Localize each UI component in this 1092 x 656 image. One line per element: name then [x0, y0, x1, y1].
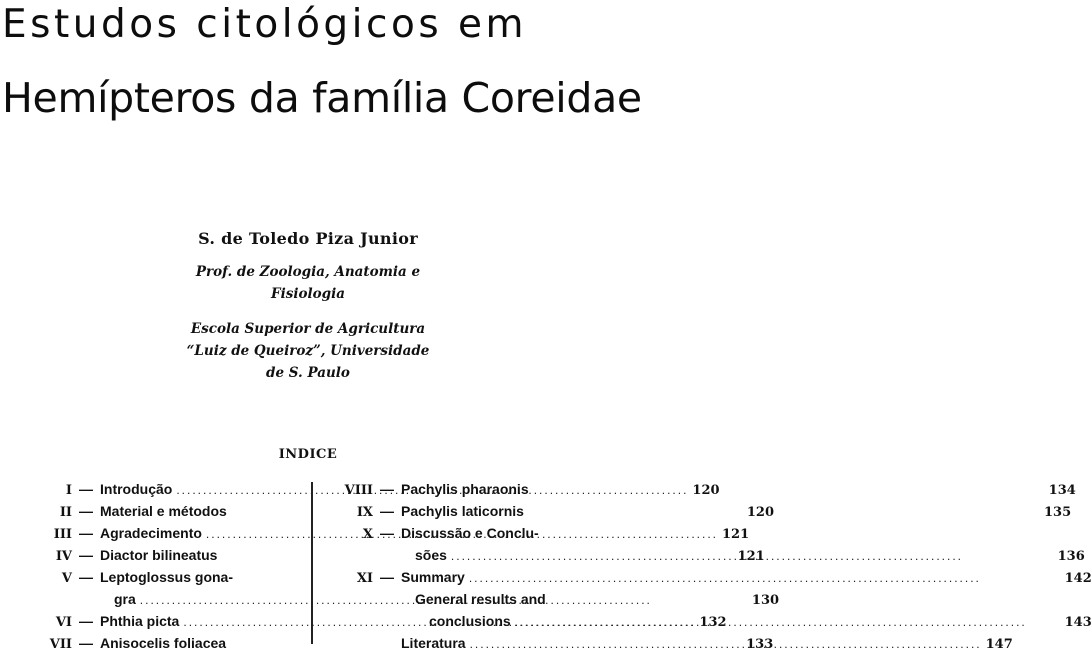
chapter-number: V — [61, 571, 72, 586]
chapter-number: IV — [55, 549, 72, 564]
chapter-number: X — [362, 527, 373, 542]
index-entry-line — [401, 610, 1092, 632]
page-number: 134 — [1048, 483, 1076, 498]
page-number: 147 — [985, 637, 1013, 652]
page-number: 136 — [1057, 549, 1085, 564]
chapter-title: Pachylis pharaonis — [401, 481, 529, 497]
author-position — [0, 261, 616, 305]
em-dash-separator: — — [380, 569, 394, 585]
page-number: 132 — [699, 615, 727, 630]
chapter-title: Anisocelis foliacea — [100, 635, 227, 651]
em-dash-separator: — — [79, 503, 93, 519]
institution-line: “Luiz de Queiroz”, Universidade — [186, 343, 430, 359]
chapter-number: VI — [55, 615, 72, 630]
index-entry-line — [401, 522, 1085, 544]
em-dash-separator: — — [79, 569, 93, 585]
chapter-title: sões — [415, 547, 447, 563]
page-number: 130 — [751, 593, 780, 608]
index-entry-line — [401, 588, 1092, 610]
em-dash-separator: — — [380, 525, 394, 541]
page-number: 142 — [1064, 571, 1092, 586]
chapter-number: VIII — [344, 483, 373, 498]
chapter-title: Summary — [401, 569, 465, 585]
dot-leader — [469, 567, 1061, 589]
page-number: 121 — [721, 527, 750, 542]
index-entry-line — [401, 632, 1013, 654]
author-institution — [0, 318, 616, 384]
chapter-number: I — [65, 483, 72, 498]
chapter-title: Material e métodos — [100, 503, 227, 519]
chapter-title: General results and — [415, 591, 546, 607]
chapter-title: Discussão e Conclu- — [401, 525, 539, 541]
em-dash-separator: — — [79, 481, 93, 497]
chapter-title: Leptoglossus gona- — [100, 569, 233, 585]
dot-leader — [470, 633, 982, 655]
chapter-title: conclusions — [429, 613, 511, 629]
em-dash-separator: — — [380, 503, 394, 519]
position-line: Prof. de Zoologia, Anatomia e — [195, 264, 421, 280]
chapter-title: Phthia picta — [100, 613, 180, 629]
title-line-1: Estudos citológicos em — [2, 2, 528, 47]
author-name: S. de Toledo Piza Junior — [198, 229, 418, 248]
institution-line: Escola Superior de Agricultura — [190, 321, 426, 337]
chapter-title: gra — [114, 591, 136, 607]
page-number: 120 — [692, 483, 720, 498]
index-entry-line — [401, 500, 1071, 522]
chapter-number: III — [53, 527, 72, 542]
title-line-2: Hemípteros da família Coreidae — [2, 74, 642, 122]
column-divider — [311, 482, 313, 644]
chapter-title: Literatura — [401, 635, 466, 651]
em-dash-separator: — — [79, 547, 93, 563]
chapter-title: Diactor bilineatus — [100, 547, 218, 563]
page-number: 120 — [746, 505, 775, 520]
chapter-title: Agradecimento — [100, 525, 202, 541]
dot-leader — [515, 611, 1061, 633]
chapter-number: II — [59, 505, 72, 520]
index-entry-line — [401, 478, 1076, 500]
index-entry-line — [401, 544, 1085, 566]
chapter-number: XI — [356, 571, 373, 586]
em-dash-separator: — — [79, 635, 93, 651]
chapter-number: IX — [356, 505, 373, 520]
index-entry-line — [401, 566, 1092, 588]
em-dash-separator: — — [380, 481, 394, 497]
em-dash-separator: — — [79, 525, 93, 541]
page-number: 143 — [1064, 615, 1092, 630]
page-number: 135 — [1044, 505, 1072, 520]
position-line: Fisiologia — [271, 286, 345, 302]
institution-line: de S. Paulo — [266, 365, 350, 381]
page-number: 133 — [746, 637, 774, 652]
chapter-number: VII — [49, 637, 72, 652]
chapter-title: Pachylis laticornis — [401, 503, 524, 519]
index-heading: INDICE — [278, 447, 338, 462]
em-dash-separator: — — [79, 613, 93, 629]
chapter-title: Introdução — [100, 481, 173, 497]
page-number: 121 — [737, 549, 765, 564]
dot-leader — [451, 545, 1054, 567]
